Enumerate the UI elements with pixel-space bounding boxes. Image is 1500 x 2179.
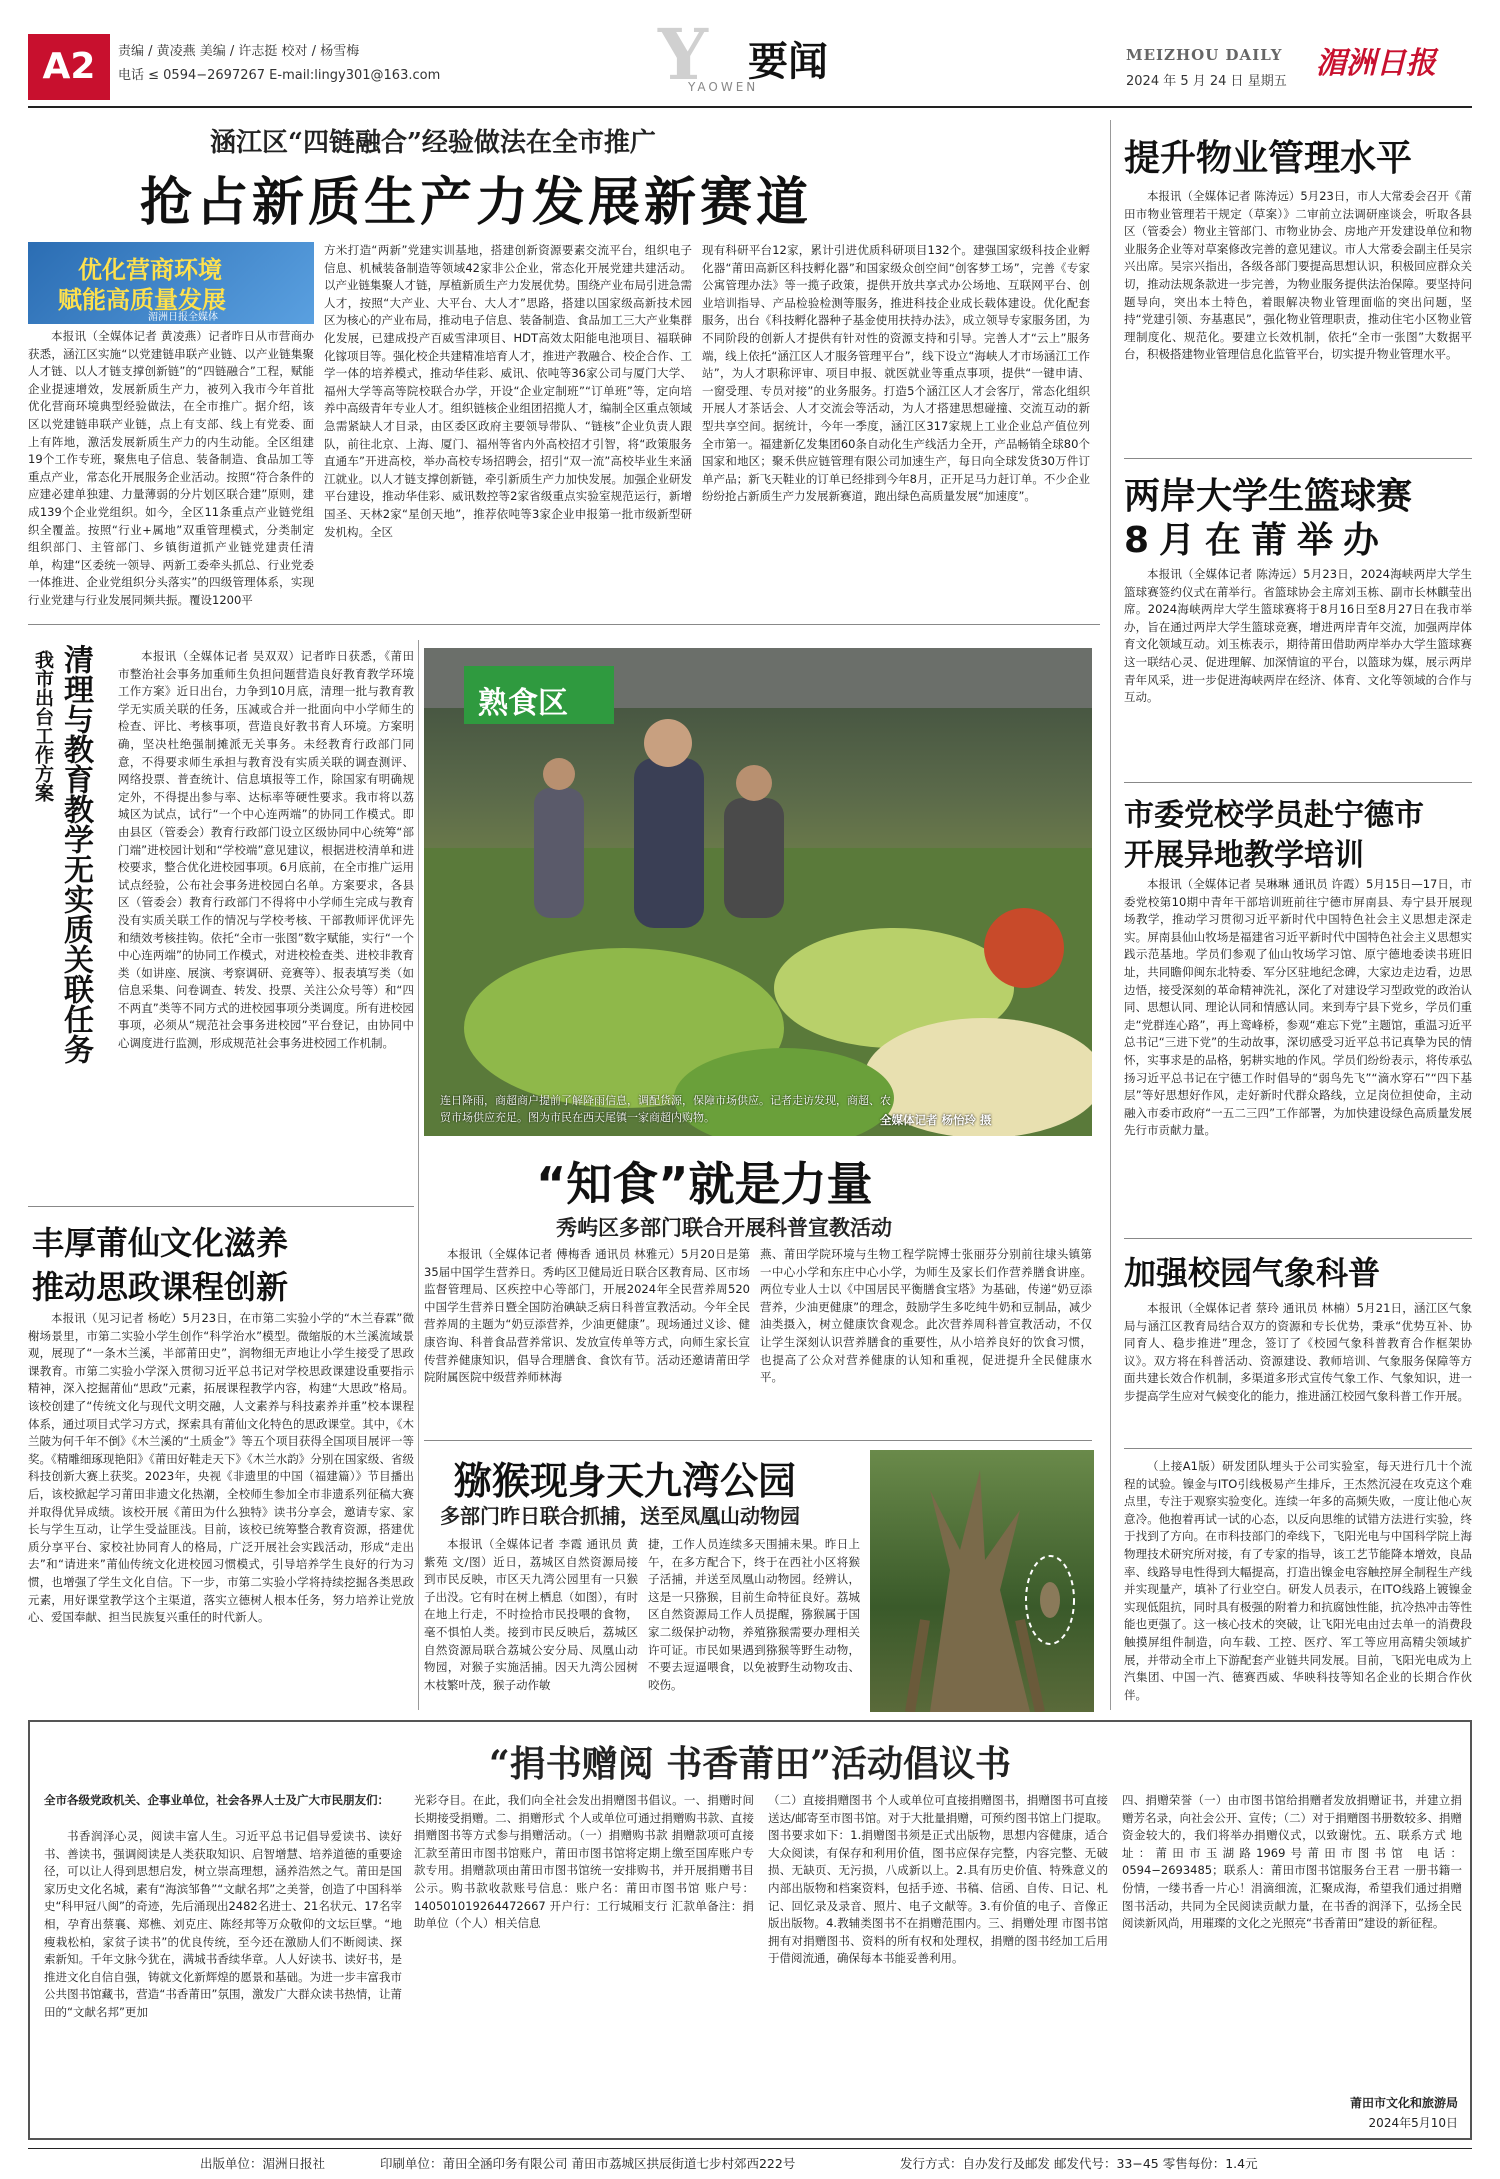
weather-text: 本报讯（全媒体记者 蔡玲 通讯员 林楠）5月21日，涵江区气象局与涵江区教育局结合双方的资源和专长优势，秉承“优势互补、协同育人、稳步推进”理念，签订了《校园气象科普教育合作框架协议》。双方将在科普活动、资源建设、教师培训、气象服务保障等方面共建长效合作机制，多渠道多形式宣传气象工作、气象知识，进一步提高学生应对气候变化的能力，推进涵江校园气象科普工作开展。 [1124,1301,1472,1403]
lead-text-1: 本报讯（全媒体记者 黄凌燕）记者昨日从市营商办获悉，涵江区实施“以党建链串联产业链、以产业链集聚人才链、以人才链支撑创新链”的“四链融合”工程，赋能企业提速增效，发展新质生产力，被列入我市今年首批优化营商环境典型经验做法，在全市推广。据介绍，该区以党建链串联产业链，点上有支部、线上有党委、面上有阵地，激活发展新质生产力的内生动能。全区组建19个工作专班，聚焦电子信息、装备制造、食品加工等重点产业，常态化开展服务企业活动。按照“符合条件的应建必建单独建、力量薄弱的分片划区联合建”原则，建成139个企业党组织。如今，全区11条重点产业链党组织全覆盖。按照“行业+属地”双重管理模式，分类制定组织部门、主管部门、乡镇街道抓产业链党建责任清单，构建“区委统一领导、两新工委牵头抓总、行业党委一体推进、企业党组织分头落实”的四级管理体系，实现行业党建与行业发展同频共振。覆设1200平 [28,329,314,607]
market-photo-credit: 全媒体记者 杨怡玲 摄 [880,1113,992,1127]
paper-latin-name: MEIZHOU DAILY [1126,46,1283,64]
proposal-text-3: （二）直接捐赠图书 个人或单位可直接捐赠图书，捐赠图书可直接送达/邮寄至市图书馆。对于大批量捐赠，可预约图书馆上门提取。图书要求如下：1.捐赠图书须是正式出版物，思想内容健康，适合大众阅读，有保存和利用价值，图书应保存完整，内容完整、无破损、无缺页、无污损，八成新以上。2.具有历史价值、特殊意义的内部出版物和档案资料，包括手迹、书稿、信函、自传、日记、札记、回忆录及录音、照片、电子文献等。3.有价值的电子、音像正版出版物。4.教辅类图书不在捐赠范围内。三、捐赠处理 市图书馆拥有对捐赠图书、资料的所有权和处理权，捐赠的图书经加工后用于借阅流通，确保每本书能妥善利用。 [768,1793,1108,1966]
property-text: 本报讯（全媒体记者 陈涛远）5月23日，市人大常委会召开《莆田市物业管理若干规定（草案）》二审前立法调研座谈会，听取各县区（管委会）物业主管部门、市物业协会、房地产开发建设单位和物业服务企业等对草案修改完善的意见建议。市人大常委会副主任吴宗兴出席。吴宗兴指出，各级各部门要提高思想认识，积极回应群众关切，推动法规条款进一步完善，为物业服务提供法治保障。要坚持问题导向，突出本土特色，着眼解决物业管理面临的突出问题，坚持“党建引领、夯基惠民”，强化物业管理职责，推动住宅小区物业管理制度化、规范化。要建立长效机制，依托“全市一张图”大数据平台，积极搭建物业管理信息化监管平台，切实提升物业管理水平。 [1124,189,1472,362]
proposal-text-1: 书香润泽心灵，阅读丰富人生。习近平总书记倡导爱读书、读好书、善读书，强调阅读是人类获取知识、启智增慧、培养道德的重要途径，可以让人得到思想启发，树立崇高理想，涵养浩然之气。莆田是国家历史文化名城，素有“海滨邹鲁”“文献名邦”之美誉，创造了中国科举史“科甲冠八闽”的奇迹，先后涌现出2482名进士、21名状元、17名宰相，孕育出蔡襄、郑樵、刘克庄、陈经邦等万众敬仰的文坛巨擘。“地瘦栽松柏，家贫子读书”的优良传统，至今还在激励人们不断阅读、探索新知。千年文脉今犹在，满城书香续华章。人人好读书、读好书，是推进文化自信自强，铸就文化新辉煌的愿景和基础。为进一步丰富我市公共图书馆藏书，营造“书香莆田”氛围，激发广大群众读书热情，让莆田的“文献名邦”更加 [44,1829,402,2019]
banner-line2: 赋能高质量发展 [58,286,226,314]
proposal-title: “捐书赠阅 书香莆田”活动倡议书 [489,1743,1011,1785]
weather-story [1124,1300,1472,1440]
party-school-story [1124,876,1472,1232]
culture-story [28,1310,414,1710]
right-rule-4 [1124,1448,1472,1449]
proposal-column-4 [1122,1792,1462,2088]
monkey-column-2 [648,1536,860,1712]
footer-distribution: 发行方式：自办发行及邮发 邮发代号：33−45 零售每份：1.4元 [900,2156,1258,2171]
left-mid-rule [28,1206,414,1207]
lead-banner [28,242,314,324]
lead-column-3 [702,242,1090,613]
proposal-text-2: 光彩夺目。在此，我们向全社会发出捐赠图书倡议。一、捐赠时间 长期接受捐赠。二、捐赠形式 个人或单位可通过捐赠购书款、直接捐赠图书等方式参与捐赠活动。（一）捐赠购书款 捐赠款项可直接汇款至莆田市图书馆账户，莆田市图书馆将定期上缴至国库账户专款专用。捐赠款项由莆田市图书馆统一安排购书，并开展捐赠书目公示。购书款收款账号信息：账户名：莆田市图书馆 账户号：140501019264472667 开户行：工行城厢支行 汇款单备注：捐助单位（个人）相关信息 [414,1793,754,1931]
nickel-story [1124,1458,1472,1710]
section-latin: YAOWEN [688,80,759,94]
proposal-text-4: 四、捐赠荣誉（一）由市图书馆给捐赠者发放捐赠证书，并建立捐赠芳名录，向社会公开、宣传；（二）对于捐赠图书册数较多、捐赠资金较大的，我们将举办捐赠仪式，以致谢忱。五、联系方式 地址：莆田市玉湖路1969号莆田市图书馆 电话：0594−2693485；联系人：莆田市图书馆服务台王君 一册书籍一份情，一缕书香一片心！涓滴细流，汇聚成海，希望我们通过捐赠图书活动，共同为全民阅读贡献力量，在书香的润泽下，弘扬全民阅读新风尚，用璀璨的文化之光照亮“书香莆田”建设的新征程。 [1122,1793,1462,1931]
proposal-column-3 [768,1792,1108,2128]
basketball-story [1124,566,1472,776]
lead-kicker: 涵江区“四链融合”经验做法在全市推广 [210,128,656,158]
tasks-subheadline: 我市出台工作方案 [32,650,54,802]
date-line: 2024 年 5 月 24 日 星期五 [1126,74,1287,89]
monkey-headline: 猕猴现身天九湾公园 [454,1459,797,1503]
property-story [1124,188,1472,450]
left-column-divider [418,640,419,1710]
stall-sign: 熟食区 [478,686,568,721]
monkey-subheadline: 多部门昨日联合抓捕，送至凤凰山动物园 [440,1504,800,1528]
proposal-box [28,1720,1472,2140]
page-number-badge: A2 [28,34,110,100]
tasks-story [118,648,414,1196]
basketball-text: 本报讯（全媒体记者 陈涛远）5月23日，2024海峡两岸大学生篮球赛签约仪式在莆举行。省篮球协会主席刘玉栋、副市长林麒莹出席。2024海峡两岸大学生篮球赛将于8月16日至8月27日在我市举办，旨在通过两岸大学生篮球竞赛，增进两岸青年交流，加强两岸体育文化领域互动。刘玉栋表示，期待莆田借助两岸举办大学生篮球赛这一联结心灵、促进理解、加深情谊的平台，以篮球为媒，展示两岸青年风采，进一步促进海峡两岸在经济、体育、文化等领域的合作与互动。 [1124,567,1472,705]
food-column-2 [760,1246,1092,1432]
food-text-2: 燕、莆田学院环境与生物工程学院博士张丽芬分别前往埭头镇第一中心小学和东庄中心小学，为师生及家长们作营养膳食讲座。两位专业人士以《中国居民平衡膳食宝塔》为基础，传递“奶豆添营养，少油更健康”的理念，鼓励学生多吃纯牛奶和豆制品，减少油类摄入，树立健康饮食观念。此次营养周科普宣教活动，不仅让学生深刻认识营养膳食的重要性，从小培养良好的饮食习惯，也提高了公众对营养健康的认知和重视，促进提升全民健康水平。 [760,1247,1092,1385]
party-school-text: 本报讯（全媒体记者 吴琳琳 通讯员 许霞）5月15日—17日，市委党校第10期中青年干部培训班前往宁德市屏南县、寿宁县开展现场教学，推动学习贯彻习近平新时代中国特色社会主义思想走深走实。屏南县仙山牧场是福建省习近平新时代中国特色社会主义思想实践示范基地。学员们参观了仙山牧场学习馆、原宁德地委读书班旧址，共同瞻仰闽东北特委、军分区驻地纪念碑，大家边走边看，边思边悟，接受深刻的革命精神洗礼，深化了对建设学习型政党的政治认同、思想认同、理论认同和情感认同。来到寿宁县下党乡，学员们重走“党群连心路”，再上鸾峰桥，参观“难忘下党”主题馆，重温习近平总书记“三进下党”的生动故事，深切感受习近平总书记真挚为民的情怀，实事求是的品格，躬耕实地的作风。学员们纷纷表示，将传承弘扬习近平总书记在宁德工作时倡导的“弱鸟先飞”“滴水穿石”“四下基层”等好思想好作风，走好新时代群众路线，立足岗位担使命，主动融入市委市政府“一五二三四”工作部署，为加快建设绿色高质量发展先行市贡献力量。 [1124,877,1472,1138]
monkey-text-2: 捷，工作人员连续多天围捕未果。昨日上午，在多方配合下，终于在西社小区将猴子活捕，并送至凤凰山动物园。经辨认，这是一只猕猴，目前生命特征良好。荔城区自然资源局工作人员提醒，猕猴属于国家二级保护动物，养殖猕猴需要办理相关许可证。市民如果遇到猕猴等野生动物，不要去逗逼喂食，以免被野生动物攻击、咬伤。 [648,1537,860,1692]
market-caption: 连日降雨，商超商户提前了解降雨信息，调配货源，保障市场供应。记者走访发现，商超、农贸市场供应充足。图为市民在西天尾镇一家商超内购物。 [440,1094,891,1124]
party-school-headline-2: 开展异地教学培训 [1124,838,1364,873]
footer-publisher: 出版单位：湄洲日报社 [200,2156,326,2171]
food-subheadline: 秀屿区多部门联合开展科普宣教活动 [556,1216,892,1240]
tasks-headline: 清理与教育教学无实质关联任务 [58,644,93,1064]
paper-logo: 湄洲日报 [1316,46,1436,81]
footer-printer: 印刷单位：莆田全涵印务有限公司 莆田市荔城区拱辰街道七步村郊西222号 [380,2156,796,2171]
footer-rule [28,2148,1472,2149]
right-rule-3 [1124,1238,1472,1239]
party-school-headline-1: 市委党校学员赴宁德市 [1124,798,1424,833]
lead-text-3: 现有科研平台12家，累计引进优质科研项目132个。建强国家级科技企业孵化器“莆田高新区科技孵化器”和国家级众创空间“创客梦工场”，完善《专家公寓管理办法》等一揽子政策，提供开放共享式办公场地、互联网平台、创业培训指导、产品检验检测等服务，推进科技企业成长载体建设。优化配套服务，出台《科技孵化器种子基金使用扶持办法》，成立领导专家服务团，为不同阶段的创新人才提供有针对性的资源支持和引导。完善人才“云上”服务端，线上依托“涵江区人才服务管理平台”，线下设立“海峡人才市场涵江工作站”，为人才职称评审、项目申报、就医就业等重点事项，提供“一键申请、一窗受理、专员对接”的业务服务。打造5个涵江区人才会客厅，常态化组织开展人才茶话会、人才交流会等活动，为人才搭建思想碰撞、交流互动的新型共享空间。据统计，今年一季度，涵江区317家规上工业企业总产值位列全市第一。福建新亿发集团60条自动化生产线活力全开，产品畅销全球80个国家和地区；聚禾供应链管理有限公司加速生产，每日向全球发货30万件订单产品；新飞天鞋业的订单已经排到今年8月，正开足马力赶订单。不少企业纷纷抢占新质生产力发展新赛道，跑出绿色高质量发展“加速度”。 [702,243,1090,504]
lead-text-2: 方米打造“两新”党建实训基地，搭建创新资源要素交流平台，组织电子信息、机械装备制造等领域42家非公企业，常态化开展党建共建活动。以产业链集聚人才链，厚植新质生产力发展优势。围绕产业布局引进急需人才，按照“大产业、大平台、大人才”思路，搭建以国家级高新技术园区为核心的产业布局，推动电子信息、装备制造、食品加工三大产业集群化发展，已建成投产百威雪津项目、HDT高效太阳能电池项目、福联砷化镓项目等。强化校企共建精准培育人才，推进产教融合、校企合作、工学一体的培养模式，推动华佳彩、威讯、依吨等36家公司与厦门大学、福州大学等高等院校联合办学，开设“企业定制班”“订单班”等，定向培养中高级青年专业人才。组织链核企业组团招揽人才，编制全区重点领域急需紧缺人才目录，由区委区政府主要领导带队、“链核”企业负责人跟队，前往北京、上海、厦门、福州等省内外高校招才引智，将“政策服务直通车”开进高校，举办高校专场招聘会，招引“双一流”高校毕业生来涵江就业。以人才链支撑创新链，牵引新质生产力加快发展。加强企业研发平台建设，推动华佳彩、威讯数控等2家省级重点实验室规范运行，新增国圣、天林2家“星创天地”，推荐依吨等3家企业申报第一批市级新型研发机构。全区 [324,243,692,539]
banner-small: 湄洲日报全媒体 [148,312,218,323]
market-photo [424,648,1092,1136]
culture-text: 本报讯（见习记者 杨屹）5月23日，在市第二实验小学的“木兰春霖”微榭场景里，市第二实验小学生创作“科学治水”模型。微缩版的木兰溪流域景观，展现了“一条木兰溪，半部莆田史”，润物细无声地让小学生接受了思政课教育。市第二实验小学深入贯彻习近平总书记对学校思政课建设重要指示精神，深入挖掘莆仙“思政”元素，拓展课程教学内容，构建“大思政”格局。该校创建了“传统文化与现代文明交融，人文素养与科技素养并重”校本课程体系，通过项目式学习方式，探索具有莆仙文化特色的思政课堂。其中，《木兰陂为何千年不倒》《木兰溪的“土质金”》等五个项目获得全国项目展评一等奖。《精雕细琢现艳阳》《莆田好鞋走天下》《木兰水韵》分别在国家级、省级科技创新大赛上获奖。2023年，央视《非遗里的中国（福建篇）》节目播出后，该校掀起学习莆田非遗文化热潮，全校师生参加全市非遗系列征稿大赛并取得优异成绩。该校开展《莆田为什么独特》读书分享会，邀请专家、家长与学生互动，让学生受益匪浅。目前，该校已统筹整合教育资源，搭建优质分享平台、家校社协同育人的格局，广泛开展社会实践活动，形成“走出去”和“请进来”莆仙传统文化进校园习惯模式，引导培养学生良好的行为习惯，也增强了学生文化自信。下一步，市第二实验小学将持续挖掘各类思政元素，用好课堂教学这个主渠道，落实立德树人根本任务，努力培养让党放心、爱国奉献、担当民族复兴重任的时代新人。 [28,1311,414,1625]
monkey-photo [870,1450,1094,1712]
lead-column-2 [324,242,692,613]
section-letter-watermark: Y [658,13,708,96]
basketball-headline-1: 两岸大学生篮球赛 [1124,476,1413,517]
food-headline: “知食”就是力量 [536,1157,873,1211]
nickel-text: （上接A1版）研发团队埋头于公司实验室，每天进行几十个流程的试验。镍金与ITO引线极易产生排斥，王杰然沉浸在攻克这个难点里，专注于观察实验变化。连续一年多的高频失败，一度让他心灰意冷。他抱着再试一试的心态，以反向思维的试错方法进行实验，终于找到了方向。在市科技部门的牵线下，飞阳光电与中国科学院上海物理技术研究所对接，有了专家的指导，该工艺节能降本增效，良品率、线路导电性得到大幅提高，打造出镍金电容触控屏全制程生产线并实现量产，填补了行业空白。研发人员表示，在ITO线路上镀镍金实现低阻抗，同时具有极强的附着力和抗腐蚀性能，抗冷热冲击等性能也更强了。这一核心技术的突破，让飞阳光电由过去单一的消费段触摸屏组件制造，向车载、工控、医疗、军工等应用高精尖领域扩展，并带动全市上下游配套产业链共同发展。目前，飞阳光电成为上汽集团、中国一汽、德赛西威、华映科技等知名企业的长期合作伙伴。 [1124,1459,1472,1702]
proposal-column-1 [44,1828,402,2128]
banner-line1: 优化营商环境 [78,256,222,284]
right-column-divider [1110,120,1111,1710]
tasks-text: 本报讯（全媒体记者 吴双双）记者昨日获悉，《莆田市整治社会事务加重师生负担问题营造良好教育教学环境工作方案》近日出台，力争到10月底，清理一批与教育教学无实质关联的任务，压减或合并一批面向中小学师生的检查、评比、考核事项，营造良好教书育人环境。方案明确，坚决杜绝强制摊派无关事务。未经教育行政部门同意，不得要求师生承担与教育没有实质关联的调查测评、网络投票、普查统计、信息填报等工作，除国家有明确规定外，不得提出参与率、达标率等硬性要求。我市将以荔城区为试点，试行“一个中心连两端”的协同工作模式。即由县区（管委会）教育行政部门设立区级协同中心统筹“部门端”进校园计划和“学校端”意见建议，根据进校清单和进校要求，整合优化进校园事项。6月底前，在全市推广运用试点经验，公布社会事务进校园白名单。方案要求，各县区（管委会）教育行政部门不得将中小学师生完成与教育没有实质关联工作的情况与学校考核、干部教师评优评先和绩效考核挂钩。依托“全市一张图”数字赋能，实行“一个中心连两端”的协同工作模式，对进校检查类、进校非教育类（如讲座、展演、考察调研、竞赛等）、报表填写类（如信息采集、问卷调查、转发、投票、关注公众号等）和“四不两直”类等不同方式的进校园事项分类调度。所有进校园事项，必须从“规范社会事务进校园”平台登记，由协同中心调度进行监测，形成规范社会事务进校园工作机制。 [118,649,414,1051]
weather-headline: 加强校园气象科普 [1124,1254,1381,1292]
proposal-salutation: 全市各级党政机关、企事业单位，社会各界人士及广大市民朋友们： [44,1793,389,1807]
food-text-1: 本报讯（全媒体记者 傅梅香 通讯员 林雅元）5月20日是第35届中国学生营养日。秀屿区卫健局近日联合区教育局、区市场监督管理局、区疾控中心等部门，开展2024年全民营养周520中国学生营养日暨全国防治碘缺乏病日科普宣教活动。今年全民营养周的主题为“奶豆添营养，少油更健康”。现场通过义诊、健康咨询、科普食品营养常识、发放宣传单等方式，向师生家长宣传营养健康知识，倡导合理膳食、食饮有节。活动还邀请莆田学院附属医院中级营养师林海 [424,1247,750,1385]
property-headline: 提升物业管理水平 [1124,138,1413,179]
monkey-text-1: 本报讯（全媒体记者 李霞 通讯员 黄紫苑 文/图）近日，荔城区自然资源局接到市民反映，市区天九湾公园里有一只猴子出没。它有时在树上栖息（如图），有时在地上行走，不时捡拾市民投喂的食物，毫不惧怕人类。接到市民反映后，荔城区自然资源局联合荔城公安分局、凤凰山动物园，对猴子实施活捕。因天九湾公园树木枝繁叶茂，猴子动作敏 [424,1537,638,1692]
tree-scene [870,1450,1094,1712]
contact-line: 电话 ≤ 0594−2697267 E-mail:lingy301@163.com [118,68,441,83]
lead-bottom-rule [28,624,1100,625]
lead-column-1 [28,328,314,613]
monkey-column-1 [424,1536,638,1712]
section-title: 要闻 [748,38,828,85]
lead-headline: 抢占新质生产力发展新赛道 [140,173,813,233]
right-rule-1 [1124,458,1472,459]
food-column-1 [424,1246,750,1432]
proposal-date: 2024年5月10日 [1368,2116,1458,2130]
header-rule [28,106,1472,108]
proposal-signer: 莆田市文化和旅游局 [1349,2096,1458,2110]
editors-line: 责编 / 黄凌燕 美编 / 许志挺 校对 / 杨雪梅 [118,44,360,59]
food-bottom-rule [424,1440,1092,1441]
culture-headline-2: 推动思政课程创新 [32,1268,289,1306]
basketball-headline-2: 8月在莆举办 [1124,520,1390,561]
proposal-column-2 [414,1792,754,2128]
culture-headline-1: 丰厚莆仙文化滋养 [32,1224,289,1262]
right-rule-2 [1124,782,1472,783]
